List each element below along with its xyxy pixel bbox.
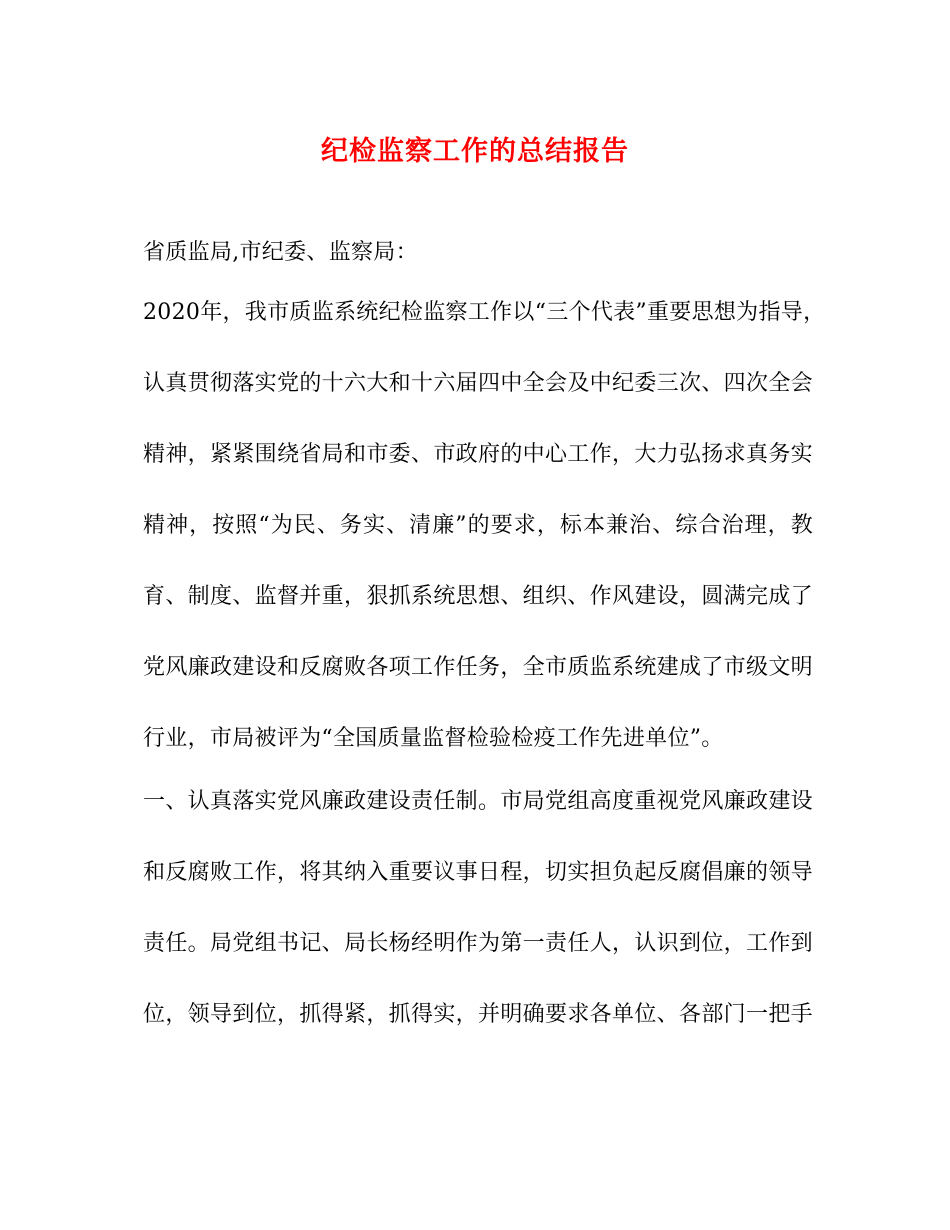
- body-line-6: 党风廉政建设和反腐败各项工作任务，全市质监系统建成了市级文明: [143, 655, 813, 680]
- body-line-3: 精神，紧紧围绕省局和市委、市政府的中心工作，大力弘扬求真务实: [143, 442, 813, 467]
- salutation: 省质监局,市纪委、监察局：: [143, 240, 418, 265]
- body-line-5: 育、制度、监督并重，狠抓系统思想、组织、作风建设，圆满完成了: [143, 584, 813, 609]
- body-line-4: 精神，按照“为民、务实、清廉”的要求，标本兼治、综合治理，教: [143, 513, 813, 538]
- section-heading-line: 一、认真落实党风廉政建设责任制。市局党组高度重视党风廉政建设: [143, 789, 813, 814]
- body-line-9: 和反腐败工作，将其纳入重要议事日程，切实担负起反腐倡廉的领导: [143, 860, 813, 885]
- body-line-2: 认真贯彻落实党的十六大和十六届四中全会及中纪委三次、四次全会: [143, 371, 813, 396]
- body-line-10: 责任。局党组书记、局长杨经明作为第一责任人，认识到位，工作到: [143, 931, 813, 956]
- body-line-1: 2020年，我市质监系统纪检监察工作以“三个代表”重要思想为指导，: [143, 300, 826, 325]
- page-title: 纪检监察工作的总结报告: [321, 136, 629, 167]
- body-line-11: 位，领导到位，抓得紧，抓得实，并明确要求各单位、各部门一把手: [143, 1002, 813, 1027]
- body-line-7: 行业，市局被评为“全国质量监督检验检疫工作先进单位”。: [143, 726, 724, 751]
